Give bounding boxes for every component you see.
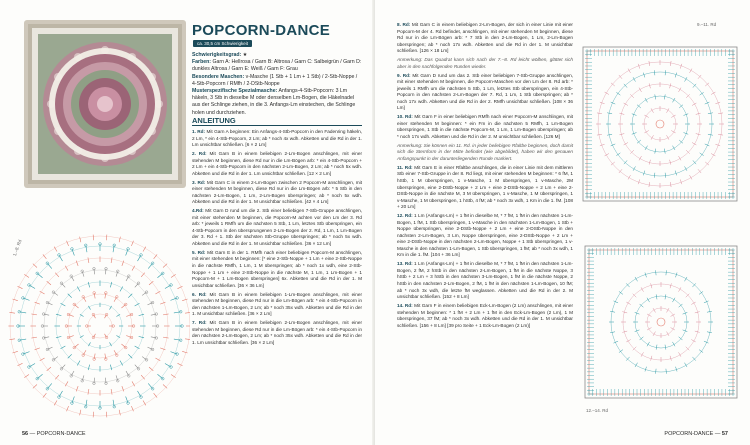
instruction-round [397, 22, 573, 55]
round-text: Mit Garn E in einer Rfaltbe anschlingen, die in einer Linie mit dem mittleren Stb einer 7-Stb-Gruppe in der 8. Rd liegt, mit einer stehenden M beginnen: * 6 fM, 1 hStb, 1 M überspringen, 1 v-Masche, 1 M überspringen, 1 v-Masche, 2M überspringen, eine 2-DStb-Noppe + 2 Lm + eine 2-DStb-Noppe + 2 Lm + eine 2-DStb-Noppe in die nächste M, 3 M überspringen, 1 v-Masche, 1 M überspringen, 1 v-Masche, 1 M überspringen, 1 hStb, 4 fM; ab * noch 3x wdh, 1 Km in die 1. fM. [108 + 20 Lm] [397, 164, 574, 210]
instructions-left-column [192, 129, 362, 349]
instruction-round [192, 180, 362, 206]
round-text: 1 Lm (Anfangs-Lm) + 1 fM in dieselbe M, * 7 fM, 1 fM in den nächsten 1-Lm-Bogen, 2 fM, 2 hStb in den nächsten 2-Lm-Bogen, 1 fM in die nächste Noppe, 3 hStb + 2 Lm + 3 hStb in den nächsten 3-Lm-Bogen, 1 fM in die nächste Noppe, 2 hStb in den nächsten 2-Lm-Bogen, 2 fM, 1 fM in den nächsten 1-Lm-Bogen, 10 fM; ab * noch 3x wdh, die letzte fM weglassen. Abketten und die Rd in der 2. M unsichtbar schließen. [152 + 8 Lm] [397, 261, 573, 300]
pattern-special-label: Musterspezifische Spezialmasche: [192, 88, 278, 95]
round-text: Mit Garn D rund um die 2. Stb einer beliebigen 7-Stb-Gruppe anschlingen, mit einer stehenden M beginnen, die Popcorn-M achten vor den Lm der 3. Rd arb: * jeweils 1 RMfh um die nächsten 5 Stb, 1 Lm, letztes Stb überspringen, ein 4-Stb-Popcorn in den übersprungenen 2-Lm-Bogen der 2. Rd, 1 Lm, 1 Lm-Bogen der 3. Rd + 1. Stb der nächsten Stb-Gruppe überspringen; ab * noch 5x wdh. Abketten und die Rd in der 1. M unsichtbar schließen. [36 × 12 Lm] [192, 208, 362, 246]
round-text: Mit Garn B in einem beliebigen 1-Lm-Bogen anschlingen, mit einer stehenden M beginnen, diese Rd nur in die Lm-Bögen arb: * ein 4-Stb-Popcorn in den nächsten 1-Lm-Bogen, 2 Lm; ab * noch 35x wdh. Abketten und die Rd in der 1. M unsichtbar schließen. [36 × 2 Lm] [192, 291, 363, 317]
round-label: 11. Rd: [397, 164, 415, 170]
round-text: Mit Garn C in einem 2-Lm-Bogen zwischen 2 Popcorn-M anschlingen, mit einer stehenden M beginnen, diese Rd nur in die Lm-Bögen arb: * 5 Stb in den nächsten 2-Lm-Bogen, 1 Lm, 2-Lm-Bogen überspringen; ab * noch 5x wdh. Abketten und die Rd in der 1. M unsichtbar schließen. [42 × 4 Lm] [192, 179, 362, 205]
difficulty-label: Schwierigkeitsgrad: [192, 52, 242, 58]
round-text: Anmerkung: Das Quadrat kann sich nach der 7.–8. Rd leicht wölben, glättet sich aber in den nachfolgenden Runden wieder. [397, 57, 573, 69]
round-text: Mit Garn B in einem beliebigen 2-Lm-Bogen anschlingen, mit einer stehenden M beginnen, diese Rd nur in die Lm-Bögen arb: * ein 4-Stb-Popcorn + 2 Lm + ein 4-Stb-Popcorn in den nächsten 2-Lm-Bogen, 2 Lm; ab * noch 5x wdh. Abketten und die Rd in der 1. Lm unsichtbar schließen. [12 × 2 Lm] [192, 151, 363, 176]
right-running-title: POPCORN-DANCE [664, 431, 714, 437]
instruction-round [192, 250, 362, 289]
left-folio: 56 — POPCORN-DANCE [22, 431, 86, 437]
round-label: 1. Rd: [192, 129, 207, 134]
round-label: 12. Rd: [397, 213, 415, 219]
square-chart-bottom [581, 232, 741, 412]
round-label: 6. Rd: [192, 291, 210, 297]
instruction-round [397, 114, 573, 140]
round-label: 10. Rd: [397, 114, 415, 120]
colors-label: Farben: [192, 59, 212, 66]
instructions-heading: ANLEITUNG [192, 116, 236, 125]
pattern-special-value: Anfangs-4-Stb-Popcorn: 3 Lm häkeln, 3 Stb in dieselbe M oder denselben Lm-Bogen, die Häkelnadel aus der Schlinge ziehen, in die 3. Anfangs-Lm einstechen, die Schlinge holen und durchziehen. [192, 88, 356, 116]
instruction-round [397, 57, 573, 70]
round-label: 8. Rd: [397, 22, 412, 27]
round-text: Mit Garn A beginnen: Ein Anfangs-4-Stb-Popcorn in den Fadenring häkeln, 2 Lm, * ein 4-Stb-Popcorn, 2 Lm; ab * noch 4x wdh. Abketten und die Rd in der 1. Lm unsichtbar schließen. [6 × 2 Lm] [192, 129, 362, 148]
instruction-round [192, 292, 362, 318]
left-running-title: POPCORN-DANCE [36, 431, 86, 437]
round-label: 4.Rd: [192, 208, 206, 214]
colors-value: Garn A: Hellrosa / Garn B: Altrosa / Garn C: Salbeigrün / Garn D: dunkles Altrosa / Garn E: Weiß / Garn F: Grau [192, 59, 362, 73]
round-chart-diagram [8, 226, 190, 426]
finished-square-photo [24, 20, 186, 188]
bottom-diagram-label: 12.–14. Rd [586, 408, 609, 413]
right-page [375, 0, 750, 445]
round-text: Mit Garn F in einer beliebigen RMfh nach einer Popcorn-M anschlingen, mit einer stehenden M beginnen: * ein Fm in die nächsten 5 RMfh, 1 Lm-Bogen überspringen, 1 Stb in die nächste Popcorn-M, 1 Lm, 1 Lm-Bogen überspringen; ab * noch 17x wdh. Abketten und die Rd in der 2. M unsichtbar schließen. [126 M] [397, 114, 573, 139]
instruction-round [192, 208, 362, 247]
special-stitches-value: v-Masche (1 Stb + 1 Lm + 1 Stb) / 2-Stb-Noppe / 4-Stb-Popcorn / RMfh / 2-DStb-Noppe [192, 73, 358, 87]
round-label: 7. Rd: [192, 320, 210, 326]
right-folio: POPCORN-DANCE — 57 [664, 431, 728, 437]
heading-rule [192, 125, 362, 126]
instruction-round [397, 213, 573, 259]
round-text: Mit Garn F in einem beliebigen Eck-Lm-Bogen (2 Lm) anschlingen, mit einer stehenden M beginnen: * 1 fM + 2 Lm + 1 fM in den Eck-Lm-Bogen (2 Lm), 1 M überspringen, 37 fM; ab * noch 3x wdh. Abketten und die Rd in der 1. M unsichtbar schließen. [156 + 8 Lm] [39 pro Seite + 1 Eck-Lm-Bogen (2 Lm)] [397, 303, 573, 328]
instruction-round [192, 129, 362, 149]
instruction-round [397, 303, 573, 329]
square-chart-top [579, 24, 741, 224]
round-text: Mit Garn E in der 1. RMfh nach einer beliebigen Popcorn-M anschlingen, mit einer stehenden M beginnen: [* eine 2-Stb-Noppe + 1 Lm + eine 2-Stb-Noppe in die nächste RMfh, 1 Lm, 1 M überspringen; ab * noch 1x wdh, eine 2-Stb-Noppe + 1 Lm + eine 2-Stb-Noppe in die nächste M, 1 Lm, 1 Lm-Bogen + 1 Popcorn-M + 1 Lm-Bogen überspringen] 6x. Abketten und die Rd in der 1. M unsichtbar schließen. [36 × 36 Lm] [192, 249, 362, 288]
pattern-info [192, 52, 362, 117]
size-badge: ca. 30,5 cm Schwierigkeit [193, 40, 252, 47]
instruction-round [397, 143, 573, 163]
instruction-round [397, 165, 573, 211]
round-label: 9. Rd: [397, 72, 413, 78]
round-text: Mit Garn B in einem beliebigen 2-Lm-Bogen anschlingen, mit einer stehenden M beginnen, diese Rd nur in die Lm-Bögen arb: * ein 4-Stb-Popcorn in den nächsten 2-Lm-Bogen, 2 Lm; ab * noch 35x wdh. Abketten und die Rd in der 1. Lm unsichtbar schließen. [36 × 2 Lm] [192, 320, 363, 345]
instruction-round [397, 261, 573, 300]
round-label: 14. Rd: [397, 303, 415, 308]
pattern-title: POPCORN-DANCE [192, 22, 331, 39]
right-page-number: 57 [721, 431, 728, 437]
special-stitches-label: Besondere Maschen: [192, 73, 245, 80]
round-label: 3. Rd: [192, 179, 207, 185]
left-page-number: 56 [22, 431, 29, 437]
round-label: 2. Rd: [192, 151, 210, 157]
instruction-round [192, 320, 362, 346]
difficulty-value: ★ [242, 52, 248, 58]
instruction-round [397, 73, 573, 112]
round-text: Mit Garn C in einem beliebigen 2-Lm-Bogen, der sich in einer Linie mit einer Popcorn-M der 4. Rd befindet, anschlingen, mit einer stehenden M beginnen, diese Rd nur in die Lm-Bögen arb: * 7 Stb in den 2-Lm-Bogen, 1 Lm, 2-Lm-Bogen überspringen; ab * noch 17x wdh. Abketten und die Rd in der 1. M unsichtbar schließen. [126 × 18 Lm] [397, 22, 573, 54]
round-text: 1 Lm (Anfangs-Lm) + 1 fM in dieselbe M, * 7 fM, 1 fM in den nächsten 1-Lm-Bogen, 1 fM, 1 Stb überspringen, 1 v-Masche in den nächsten 1-Lm-Bogen, 1 Stb + Noppe überspringen, eine 2-DStb-Noppe + 2 Lm + eine 2-DStb-Noppe in den nächsten 2-Lm-Bogen, 3 Lm, Noppe überspringen, eine 2-DStb-Noppe + 2 Lm + eine 2-DStb-Noppe in den nächsten 2-Lm-Bogen, Noppe + 1 Stb überspringen, 1 v-Masche in den nächsten 1-Lm-Bogen, 1 Stb überspringen, 1 fM; ab * noch 3x wdh, 1 Km in die 1. fM. [104 + 36 Lm] [397, 213, 573, 258]
round-label: 5. Rd: [192, 249, 208, 255]
top-diagram-label: 9.–11. Rd [697, 22, 717, 27]
instruction-round [192, 151, 362, 177]
round-label: 13. Rd: [397, 261, 415, 267]
left-diagram-label: 1.–8. Rd [12, 239, 23, 257]
round-text: Mit Garn D rund um das 2. Stb einer beliebigen 7-Stb-Gruppe anschlingen, mit einer stehenden M beginnen, die Popcorn-Maschen vor den Lm der 8. Rd arb: * jeweils 1 RMfh um die nächsten 5 Stb, 1 Lm, letztes Stb überspringen, ein 4-Stb-Popcorn in den nächsten 2-Lm-Bogen der 7. Rd, 1 Lm, 1 Stb überspringen; ab * noch 17x wdh. Abketten und die Rd in der 2. RMfh unsichtbar schließen. [108 × 36 Lm] [397, 72, 574, 111]
instructions-right-column [397, 22, 573, 332]
round-text: Anmerkung: Sie können ein 11. Rd. in jeder beliebigen Rfaltbe beginnen, doch damit sich die Sternform in der Mitte befindet (wie abgebildet), haben wir den genauen Anfangspunkt in der darunterliegenden Runde markiert. [397, 142, 573, 161]
